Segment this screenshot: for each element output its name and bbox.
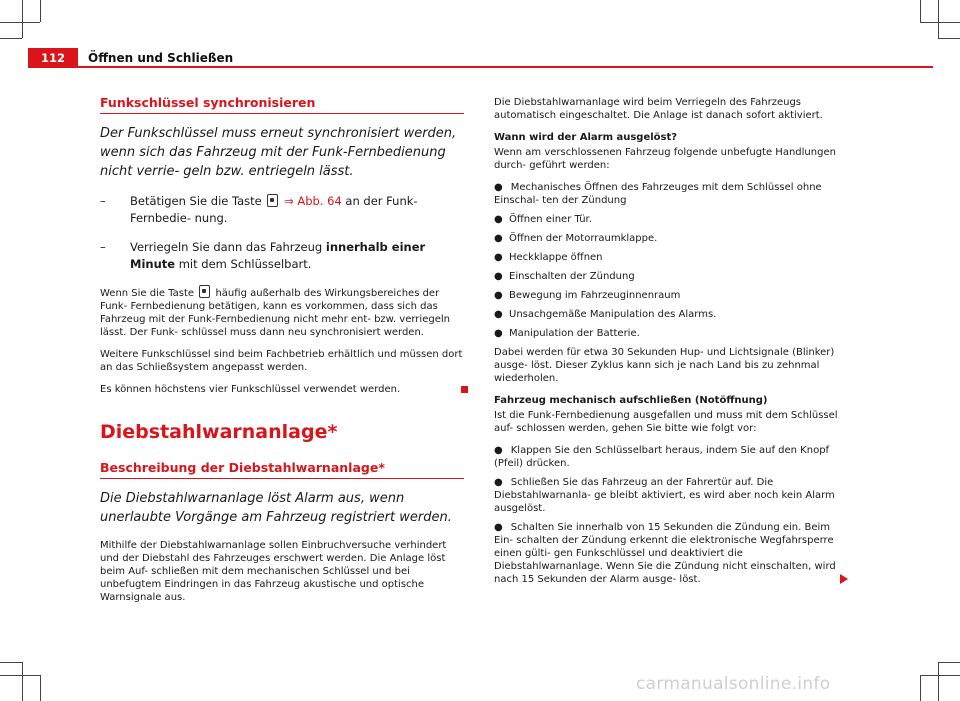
step-text: an der Funk-Fernbedie- nung. (130, 194, 418, 225)
crop-mark (938, 38, 960, 39)
list-item-text: Öffnen der Motorraumklappe. (509, 233, 658, 244)
crop-mark (938, 662, 960, 663)
list-item-text: Öffnen einer Tür. (509, 214, 592, 225)
emergency-steps (494, 444, 848, 586)
crop-mark (22, 662, 23, 701)
paragraph: Ist die Funk-Fernbedienung ausgefallen und muss mit dem Schlüssel auf- schlossen werden, gehen Sie bitte wie folgt vor: (494, 410, 838, 434)
step-text: Verriegeln Sie dann das Fahrzeug (130, 240, 323, 254)
paragraph: Die Diebstahlwarnanlage wird beim Verriegeln des Fahrzeugs automatisch eingeschaltet. Die Anlage ist danach sofort aktiviert. (494, 97, 823, 121)
continue-arrow-icon (840, 574, 848, 584)
step-text: Betätigen Sie die Taste (130, 194, 262, 208)
list-item (494, 327, 848, 340)
paragraph: Dabei werden für etwa 30 Sekunden Hup- und Lichtsignale (Blinker) ausge- löst. Dieser Zyklus kann sich je nach Land bis zu zehnmal wiederholen. (494, 347, 835, 384)
crop-mark (938, 662, 939, 701)
bullet-icon: ● (494, 309, 503, 320)
list-item-text: Bewegung im Fahrzeuginnenraum (509, 290, 681, 301)
chapter-title: Öffnen und Schließen (88, 51, 234, 65)
list-item (494, 181, 848, 207)
list-item (494, 476, 848, 515)
step-item (100, 239, 464, 273)
bullet-icon: ● (494, 328, 503, 339)
bullet-icon: ● (494, 233, 503, 244)
paragraph (100, 383, 464, 396)
lock-button-icon (267, 194, 278, 207)
list-item (494, 444, 848, 470)
bullet-icon: ● (494, 445, 503, 456)
step-dash: – (100, 194, 106, 208)
bullet-icon: ● (494, 522, 503, 533)
list-item-text: Unsachgemäße Manipulation des Alarms. (509, 309, 717, 320)
left-column (100, 96, 464, 613)
list-item-text: Klappen Sie den Schlüsselbart heraus, indem Sie auf den Knopf (Pfeil) drücken. (494, 445, 830, 469)
section-title-alarm: Beschreibung der Diebstahlwarnanlage* (100, 461, 464, 479)
crop-mark (40, 0, 41, 22)
crop-mark (920, 675, 960, 676)
bullet-icon: ● (494, 214, 503, 225)
list-item-text: Schalten Sie innerhalb von 15 Sekunden die Zündung ein. Beim Ein- schalten der Zündung erkennt die elektronische Wegfahrsperre einen gülti- gen Funkschlüssel und deaktiviert die Diebstahlwarnanlage. Wenn Sie die Zündung nicht einschalten, wird nach 15 Sekunden der Alarm ausge- löst. (494, 522, 836, 585)
section-intro-alarm: Die Diebstahlwarnanlage löst Alarm aus, wenn unerlaubte Vorgänge am Fahrzeug registriert werden. (100, 491, 452, 525)
section-intro-sync: Der Funkschlüssel muss erneut synchronisiert werden, wenn sich das Fahrzeug mit der Funk-Fernbedienung nicht verrie- geln bzw. entriegeln lässt. (100, 126, 457, 179)
list-item (494, 270, 848, 283)
paragraph: Mithilfe der Diebstahlwarnanlage sollen Einbruchversuche verhindert und der Diebstahl des Fahrzeuges erschwert werden. Die Anlage löst beim Auf- schließen mit dem mechanischen Schlüssel und bei unbefugtem Eindringen in das Fahrzeug akustische und optische Warnsignale aus. (100, 540, 447, 603)
subheading: Fahrzeug mechanisch aufschließen (Notöffnung) (494, 395, 768, 406)
lock-button-icon (199, 285, 210, 298)
list-item-text: Einschalten der Zündung (509, 271, 635, 282)
step-dash: – (100, 240, 106, 254)
crop-mark (40, 675, 41, 701)
bullet-icon: ● (494, 252, 503, 263)
bullet-icon: ● (494, 477, 503, 488)
list-item (494, 308, 848, 321)
paragraph-text: häufig außerhalb des Wirkungsbereiches der Funk- Fernbedienung betätigen, kann es vorkommen, dass sich das Fahrzeug mit der Funk-Fernbedienung nicht mehr ent- bzw. verriegeln lässt. Der Funk- schlüssel muss dann neu synchronisiert werden. (100, 288, 450, 338)
step-emphasis: innerhalb einer Minute (130, 240, 426, 271)
bullet-icon: ● (494, 290, 503, 301)
list-item-text: Manipulation der Batterie. (509, 328, 640, 339)
paragraph-text: Wenn Sie die Taste (100, 288, 195, 299)
crop-mark (0, 675, 40, 676)
list-item (494, 232, 848, 245)
step-text: mit dem Schlüsselbart. (178, 257, 312, 271)
subheading: Wann wird der Alarm ausgelöst? (494, 132, 678, 143)
paragraph: Wenn am verschlossenen Fahrzeug folgende unbefugte Handlungen durch- geführt werden: (494, 147, 836, 171)
crop-mark (920, 0, 921, 22)
paragraph-text: Es können höchstens vier Funkschlüssel verwendet werden. (100, 384, 401, 395)
paragraph: Weitere Funkschlüssel sind beim Fachbetrieb erhältlich und müssen dort an das Schließsystem angepasst werden. (100, 349, 463, 373)
step-item (100, 193, 464, 227)
crop-mark (0, 38, 22, 39)
trigger-list (494, 181, 848, 340)
watermark: carmanualsonline.info (636, 674, 831, 694)
list-item (494, 289, 848, 302)
crop-mark (0, 22, 40, 23)
section-title-sync: Funkschlüssel synchronisieren (100, 96, 464, 114)
page-number: 112 (28, 48, 78, 68)
chapter-heading: Diebstahlwarnanlage* (100, 421, 338, 443)
list-item-text: Schließen Sie das Fahrzeug an der Fahrertür auf. Die Diebstahlwarnanla- ge bleibt aktiviert, es wird aber noch kein Alarm ausgelöst. (494, 477, 835, 514)
crop-mark (22, 0, 23, 38)
right-column (494, 96, 848, 592)
header-rule (78, 66, 933, 68)
bullet-icon: ● (494, 182, 503, 193)
figure-link[interactable]: ⇒ Abb. 64 (284, 194, 342, 208)
crop-mark (920, 22, 960, 23)
section-end-mark (461, 386, 468, 393)
crop-mark (938, 0, 939, 38)
crop-mark (0, 662, 22, 663)
list-item (494, 251, 848, 264)
paragraph (100, 285, 464, 339)
bullet-icon: ● (494, 271, 503, 282)
list-item-text: Mechanisches Öffnen des Fahrzeuges mit dem Schlüssel ohne Einschal- ten der Zündung (494, 182, 822, 206)
page-header (28, 48, 933, 68)
list-item (494, 521, 848, 586)
crop-mark (920, 675, 921, 701)
list-item-text: Heckklappe öffnen (509, 252, 603, 263)
list-item (494, 213, 848, 226)
